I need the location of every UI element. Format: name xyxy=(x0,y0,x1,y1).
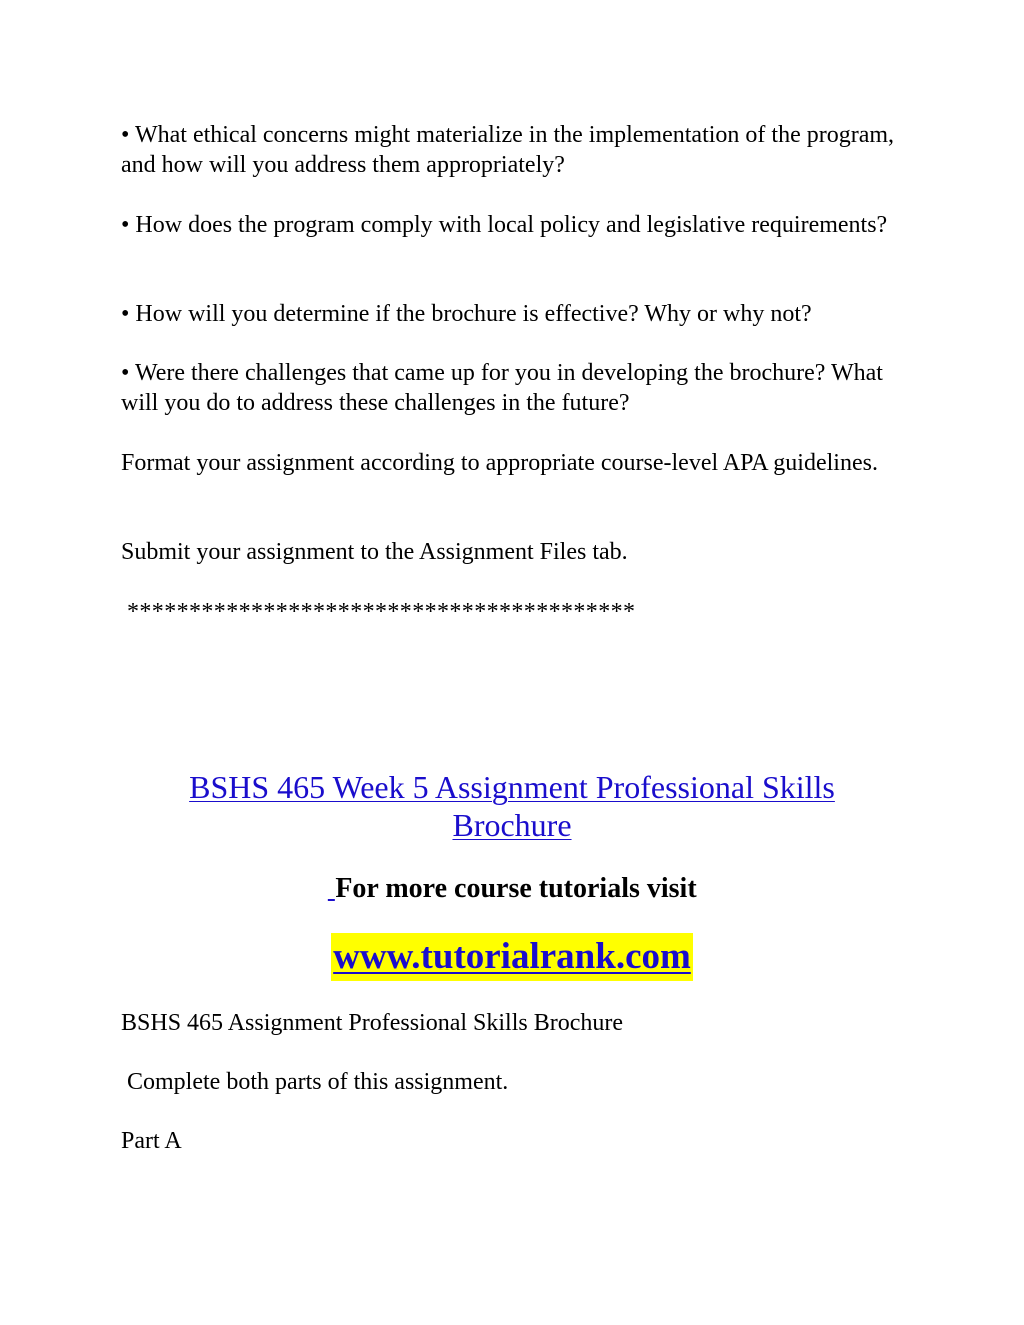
separator-asterisks: ***************************************** xyxy=(127,599,636,625)
part-label: Part A xyxy=(121,1128,182,1154)
visit-text: For more course tutorials visit xyxy=(335,873,697,904)
website-container xyxy=(0,933,1024,981)
question-challenges: • Were there challenges that came up for you in developing the brochure? What will you do to address these challenges in the future? xyxy=(121,360,883,416)
course-title-link[interactable]: BSHS 465 Week 5 Assignment Professional Skills Brochure xyxy=(189,769,835,843)
visit-line xyxy=(0,872,1024,906)
submit-note: Submit your assignment to the Assignment Files tab. xyxy=(121,539,628,565)
website-link[interactable]: www.tutorialrank.com xyxy=(331,933,693,981)
format-note: Format your assignment according to appropriate course-level APA guidelines. xyxy=(121,450,878,476)
question-ethical-concerns: • What ethical concerns might materialize in the implementation of the program, and how will you address them appropriately? xyxy=(121,122,895,178)
question-brochure-effectiveness: • How will you determine if the brochure is effective? Why or why not? xyxy=(121,301,812,327)
question-policy-compliance: • How does the program comply with local policy and legislative requirements? xyxy=(121,212,888,238)
instruction-text: Complete both parts of this assignment. xyxy=(127,1069,509,1095)
assignment-heading: BSHS 465 Assignment Professional Skills Brochure xyxy=(121,1010,624,1036)
